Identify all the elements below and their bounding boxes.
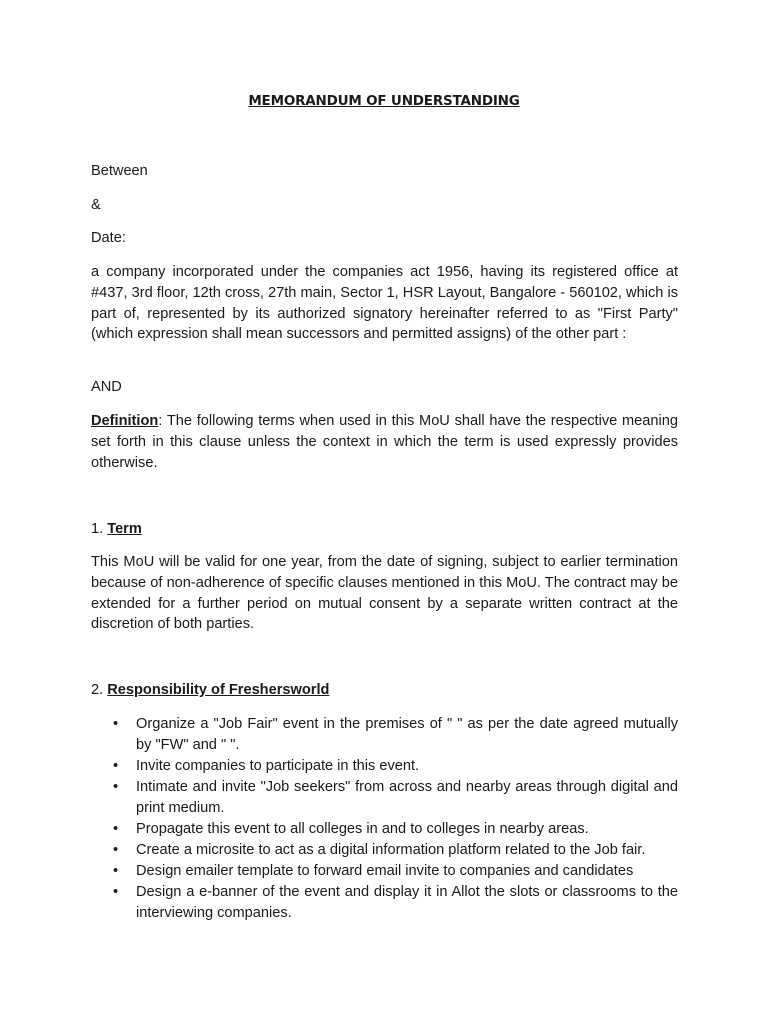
list-item bbox=[91, 861, 678, 882]
section-2-heading bbox=[91, 680, 329, 701]
list-item-text: Design a e-banner of the event and display it in Allot the slots or classrooms to the interviewing companies. bbox=[136, 884, 678, 921]
bullet-icon: • bbox=[113, 758, 119, 774]
list-item bbox=[91, 777, 678, 819]
list-item bbox=[91, 840, 678, 861]
section-1-heading bbox=[91, 519, 142, 540]
bullet-icon: • bbox=[113, 716, 119, 732]
responsibility-list bbox=[91, 714, 678, 924]
list-item-text: Intimate and invite "Job seekers" from across and nearby areas through digital and print medium. bbox=[136, 779, 678, 816]
list-item-text: Propagate this event to all colleges in and to colleges in nearby areas. bbox=[136, 821, 589, 837]
intro-paragraph: a company incorporated under the companies act 1956, having its registered office at #437, 3rd floor, 12th cross, 27th main, Sector 1, HSR Layout, Bangalore - 560102, which is part of, represented by its authorized signatory hereinafter referred to as "First Party" (which expression shall mean successors and permitted assigns) of the other part : bbox=[91, 264, 678, 343]
list-item-text: Organize a "Job Fair" event in the premises of " " as per the date agreed mutually by "FW" and " ". bbox=[136, 716, 678, 753]
section-2-number: 2. bbox=[91, 682, 108, 698]
list-item bbox=[91, 819, 678, 840]
definition-term: Definition bbox=[91, 413, 159, 429]
section-2-title: Responsibility of Freshersworld bbox=[107, 682, 330, 698]
bullet-icon: • bbox=[113, 884, 119, 900]
list-item bbox=[91, 882, 678, 924]
ampersand-label: & bbox=[91, 197, 101, 213]
section-1-number: 1. bbox=[91, 521, 108, 537]
and-label: AND bbox=[91, 379, 122, 395]
section-1-title: Term bbox=[107, 521, 142, 537]
bullet-icon: • bbox=[113, 821, 119, 837]
list-item-text: Invite companies to participate in this event. bbox=[136, 758, 420, 774]
document-title: MEMORANDUM OF UNDERSTANDING bbox=[248, 93, 520, 109]
bullet-icon: • bbox=[113, 779, 119, 795]
definition-paragraph bbox=[91, 411, 678, 473]
definition-text: : The following terms when used in this MoU shall have the respective meaning set forth in this clause unless the context in which the term is used expressly provides otherwise. bbox=[91, 413, 678, 471]
date-label: Date: bbox=[91, 230, 126, 246]
list-item bbox=[91, 714, 678, 756]
list-item-text: Create a microsite to act as a digital information platform related to the Job fair. bbox=[136, 842, 646, 858]
bullet-icon: • bbox=[113, 863, 119, 879]
list-item bbox=[91, 756, 678, 777]
bullet-icon: • bbox=[113, 842, 119, 858]
list-item-text: Design emailer template to forward email invite to companies and candidates bbox=[136, 863, 634, 879]
between-label: Between bbox=[91, 163, 148, 179]
section-1-text: This MoU will be valid for one year, from the date of signing, subject to earlier termination because of non-adherence of specific clauses mentioned in this MoU. The contract may be extended for a further period on mutual consent by a separate written contract at the discretion of both parties. bbox=[91, 554, 678, 633]
